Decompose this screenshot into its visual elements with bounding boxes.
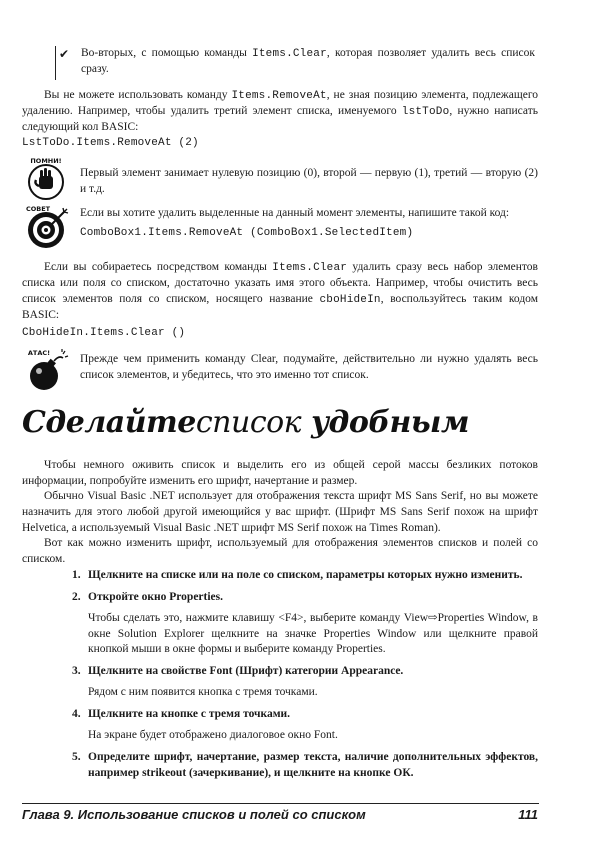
paragraph-howto: Вот как можно изменить шрифт, используемый для отображения элементов списков и полей со списком.: [22, 537, 538, 565]
note-warning-text: Прежде чем применить команду Clear, подумайте, действительно ли нужно удалять весь список элементов, и убедитесь, что это именно тот список.: [80, 353, 538, 381]
step-number: 2.: [72, 590, 81, 603]
note-tip-text: Если вы хотите удалить выделенные на данный момент элементы, напишите такой код:: [80, 207, 510, 219]
note-warning: [22, 348, 538, 394]
step-item: [72, 590, 538, 658]
note-tip-code: ComboBox1.Items.RemoveAt (ComboBox1.SelectedItem): [80, 226, 414, 239]
step-title: Определите шрифт, начертание, размер текста, наличие дополнительных эффектов, например strikeout (зачеркивание), и щелкните на кнопке ОК.: [88, 750, 538, 779]
step-number: 5.: [72, 750, 81, 763]
code-sample-clear: CboHideIn.Items.Clear (): [22, 327, 186, 339]
target-icon: [22, 204, 70, 250]
step-description: Чтобы сделать это, нажмите клавишу <F4>, выберите команду View⇨Properties Window, в окне Solution Explorer щелкните на значке Properties Window или щелкните правой кнопкой мыши в окне формы и выберите команду Properties.: [88, 611, 538, 656]
check-list-item: [55, 46, 535, 80]
inline-code: lstToDo: [401, 106, 450, 119]
step-body: [88, 664, 538, 701]
check-item-text: Во-вторых, с помощью команды Items.Clear, которая позволяет удалить весь список сразу.: [81, 47, 535, 76]
footer-divider: [22, 803, 539, 804]
bomb-icon: [22, 348, 70, 394]
step-item: [72, 707, 538, 744]
check-icon: ✔: [55, 46, 81, 80]
remember-icon: [22, 156, 70, 202]
step-title: Откройте окно Properties.: [88, 590, 224, 603]
note-remember-text: Первый элемент занимает нулевую позицию (0), второй — первую (1), третий — вторую (2) и т.д.: [80, 167, 538, 195]
tip-icon-label: СОВЕТ: [25, 205, 51, 213]
note-remember: [22, 156, 538, 202]
step-description: Рядом с ним появится кнопка с тремя точками.: [88, 686, 318, 699]
footer-chapter-title: Глава 9. Использование списков и полей со списком: [22, 807, 366, 822]
step-item: [72, 568, 538, 584]
paragraph-clear: Если вы собираетесь посредством команды Items.Clear удалить сразу весь набор элементов списка или поля со списком, достаточно указать имя этого объекта. Например, чтобы очистить весь список элементов поля со списком, носящего название cboHideIn, воспользуйтесь таким кодом BASIC:: [22, 261, 538, 322]
paragraph-remove-at: Вы не можете использовать команду Items.RemoveAt, не зная позицию элемента, подлежащего удалению. Например, чтобы удалить третий элемент списка, именуемого lstToDo, нужно написать следующий кол BASIC:: [22, 89, 538, 134]
step-description: На экране будет отображено диалоговое окно Font.: [88, 728, 338, 741]
step-item: [72, 750, 538, 782]
warning-icon-label: АТАС!: [27, 349, 51, 357]
inline-code: Items.RemoveAt: [231, 90, 327, 102]
step-body: [88, 568, 538, 584]
paragraph-fonts: Обычно Visual Basic .NET использует для отображения текста шрифт MS Sans Serif, но вы можете назначить для этого любой другой имеющийся у вас шрифт. (Шрифт MS Sans Serif похож на шрифт Helvetica, а используемый Visual Basic .NET шрифт MS Serif похож на Times Roman).: [22, 490, 538, 534]
step-body: [88, 590, 538, 658]
note-tip-body: [70, 204, 538, 241]
paragraph-intro: Чтобы немного оживить список и выделить его из общей серой массы безликих потоков информации, попробуйте изменить его шрифт, начертание и размер.: [22, 459, 538, 487]
remember-icon-label: ПОМНИ!: [30, 157, 62, 165]
note-tip: [22, 204, 538, 250]
step-item: [72, 664, 538, 701]
step-number: 4.: [72, 708, 81, 721]
step-title: Щелкните на списке или на поле со списком, параметры которых нужно изменить.: [88, 569, 523, 581]
step-title: Щелкните на кнопке с тремя точками.: [88, 708, 291, 721]
step-number: 1.: [72, 569, 81, 581]
page-number: 111: [518, 807, 538, 822]
step-body: [88, 707, 538, 744]
step-number: 3.: [72, 665, 81, 678]
step-title: Щелкните на свойстве Font (Шрифт) категории Appearance.: [88, 665, 404, 678]
inline-code: Items.Clear: [272, 262, 348, 274]
steps-list: [72, 568, 538, 787]
step-body: [88, 750, 538, 782]
inline-code: cboHideIn: [319, 294, 381, 307]
section-heading: Сделайтесписок удобным: [22, 405, 469, 440]
inline-code: Items.Clear: [252, 48, 327, 60]
code-sample-remove-at: LstToDo.Items.RemoveAt (2): [22, 137, 199, 149]
